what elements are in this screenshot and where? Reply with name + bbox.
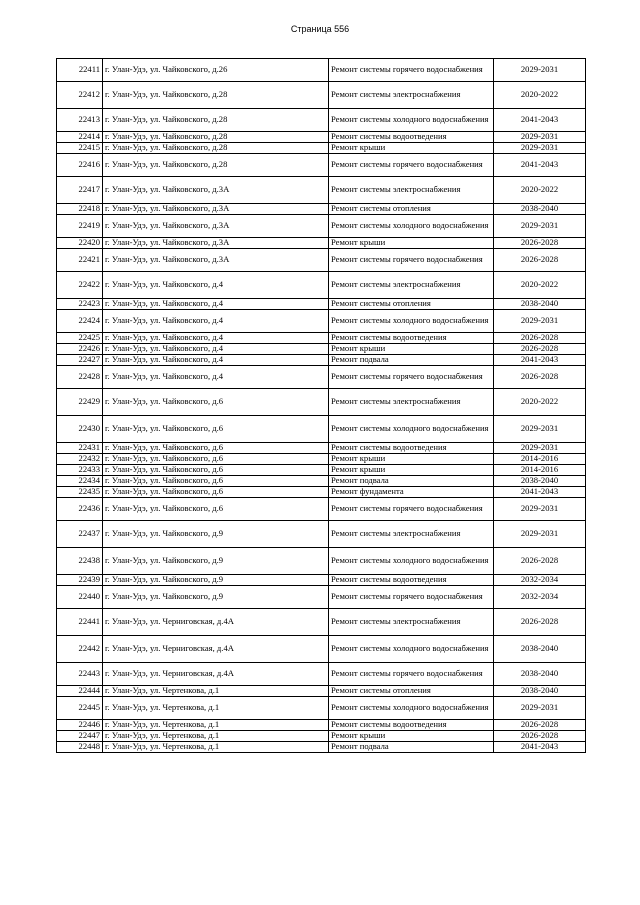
address-cell: г. Улан-Удэ, ул. Чайковского, д.6 [103, 476, 329, 487]
address-cell: г. Улан-Удэ, ул. Чайковского, д.6 [103, 389, 329, 416]
work-type-cell: Ремонт системы отопления [329, 299, 494, 310]
address-cell: г. Улан-Удэ, ул. Чайковского, д.28 [103, 132, 329, 143]
work-type-cell: Ремонт подвала [329, 355, 494, 366]
row-number-cell: 22448 [57, 742, 103, 753]
table-row [57, 272, 586, 299]
address-cell: г. Улан-Удэ, ул. Чайковского, д.4 [103, 272, 329, 299]
row-number-cell: 22447 [57, 731, 103, 742]
table-row [57, 663, 586, 686]
period-cell: 2029-2031 [494, 132, 586, 143]
work-type-cell: Ремонт системы холодного водоснабжения [329, 636, 494, 663]
work-type-cell: Ремонт подвала [329, 476, 494, 487]
work-type-cell: Ремонт системы горячего водоснабжения [329, 586, 494, 609]
period-cell: 2038-2040 [494, 299, 586, 310]
row-number-cell: 22443 [57, 663, 103, 686]
period-cell: 2026-2028 [494, 249, 586, 272]
address-cell: г. Улан-Удэ, ул. Чайковского, д.28 [103, 143, 329, 154]
period-cell: 2041-2043 [494, 109, 586, 132]
table-row [57, 636, 586, 663]
period-cell: 2032-2034 [494, 575, 586, 586]
period-cell: 2026-2028 [494, 720, 586, 731]
work-type-cell: Ремонт системы водоотведения [329, 575, 494, 586]
table-row [57, 416, 586, 443]
work-type-cell: Ремонт системы горячего водоснабжения [329, 366, 494, 389]
period-cell: 2026-2028 [494, 731, 586, 742]
work-type-cell: Ремонт системы отопления [329, 686, 494, 697]
period-cell: 2038-2040 [494, 636, 586, 663]
row-number-cell: 22435 [57, 487, 103, 498]
address-cell: г. Улан-Удэ, ул. Чайковского, д.6 [103, 454, 329, 465]
work-type-cell: Ремонт системы электроснабжения [329, 177, 494, 204]
page-number-header: Страница 556 [290, 24, 350, 34]
address-cell: г. Улан-Удэ, ул. Чайковского, д.6 [103, 465, 329, 476]
table-row [57, 742, 586, 753]
address-cell: г. Улан-Удэ, ул. Чайковского, д.6 [103, 487, 329, 498]
period-cell: 2026-2028 [494, 548, 586, 575]
work-type-cell: Ремонт крыши [329, 344, 494, 355]
period-cell: 2026-2028 [494, 333, 586, 344]
row-number-cell: 22439 [57, 575, 103, 586]
address-cell: г. Улан-Удэ, ул. Чайковского, д.9 [103, 575, 329, 586]
row-number-cell: 22429 [57, 389, 103, 416]
period-cell: 2041-2043 [494, 742, 586, 753]
period-cell: 2026-2028 [494, 238, 586, 249]
row-number-cell: 22426 [57, 344, 103, 355]
period-cell: 2041-2043 [494, 487, 586, 498]
period-cell: 2029-2031 [494, 310, 586, 333]
row-number-cell: 22423 [57, 299, 103, 310]
address-cell: г. Улан-Удэ, ул. Чертенкова, д.1 [103, 742, 329, 753]
work-type-cell: Ремонт системы холодного водоснабжения [329, 215, 494, 238]
row-number-cell: 22420 [57, 238, 103, 249]
work-type-cell: Ремонт фундамента [329, 487, 494, 498]
row-number-cell: 22412 [57, 82, 103, 109]
period-cell: 2026-2028 [494, 344, 586, 355]
period-cell: 2029-2031 [494, 143, 586, 154]
table-row [57, 389, 586, 416]
address-cell: г. Улан-Удэ, ул. Чертенкова, д.1 [103, 720, 329, 731]
address-cell: г. Улан-Удэ, ул. Черниговская, д.4А [103, 663, 329, 686]
table-row [57, 333, 586, 344]
period-cell: 2029-2031 [494, 521, 586, 548]
row-number-cell: 22425 [57, 333, 103, 344]
period-cell: 2041-2043 [494, 154, 586, 177]
address-cell: г. Улан-Удэ, ул. Чертенкова, д.1 [103, 731, 329, 742]
period-cell: 2026-2028 [494, 609, 586, 636]
work-type-cell: Ремонт системы холодного водоснабжения [329, 697, 494, 720]
row-number-cell: 22413 [57, 109, 103, 132]
address-cell: г. Улан-Удэ, ул. Чайковского, д.4 [103, 310, 329, 333]
period-cell: 2026-2028 [494, 366, 586, 389]
row-number-cell: 22432 [57, 454, 103, 465]
table-row [57, 310, 586, 333]
period-cell: 2032-2034 [494, 586, 586, 609]
address-cell: г. Улан-Удэ, ул. Чайковского, д.28 [103, 109, 329, 132]
table-row [57, 521, 586, 548]
table-row [57, 686, 586, 697]
address-cell: г. Улан-Удэ, ул. Чайковского, д.28 [103, 82, 329, 109]
work-type-cell: Ремонт крыши [329, 731, 494, 742]
address-cell: г. Улан-Удэ, ул. Чайковского, д.3А [103, 238, 329, 249]
row-number-cell: 22419 [57, 215, 103, 238]
work-type-cell: Ремонт системы водоотведения [329, 443, 494, 454]
row-number-cell: 22424 [57, 310, 103, 333]
row-number-cell: 22434 [57, 476, 103, 487]
period-cell: 2020-2022 [494, 272, 586, 299]
table-row [57, 238, 586, 249]
table-row [57, 366, 586, 389]
work-type-cell: Ремонт системы водоотведения [329, 720, 494, 731]
table-row [57, 299, 586, 310]
period-cell: 2014-2016 [494, 465, 586, 476]
period-cell: 2020-2022 [494, 389, 586, 416]
address-cell: г. Улан-Удэ, ул. Чайковского, д.3А [103, 249, 329, 272]
row-number-cell: 22441 [57, 609, 103, 636]
period-cell: 2020-2022 [494, 82, 586, 109]
work-type-cell: Ремонт системы отопления [329, 204, 494, 215]
work-type-cell: Ремонт системы водоотведения [329, 132, 494, 143]
table-row [57, 720, 586, 731]
work-type-cell: Ремонт системы электроснабжения [329, 272, 494, 299]
address-cell: г. Улан-Удэ, ул. Чайковского, д.6 [103, 498, 329, 521]
table-row [57, 177, 586, 204]
address-cell: г. Улан-Удэ, ул. Чайковского, д.4 [103, 344, 329, 355]
table-row [57, 132, 586, 143]
table-row [57, 82, 586, 109]
address-cell: г. Улан-Удэ, ул. Чайковского, д.9 [103, 586, 329, 609]
table-row [57, 548, 586, 575]
address-cell: г. Улан-Удэ, ул. Чайковского, д.4 [103, 333, 329, 344]
address-cell: г. Улан-Удэ, ул. Чайковского, д.28 [103, 154, 329, 177]
table-row [57, 731, 586, 742]
work-type-cell: Ремонт крыши [329, 465, 494, 476]
row-number-cell: 22431 [57, 443, 103, 454]
address-cell: г. Улан-Удэ, ул. Чайковского, д.26 [103, 59, 329, 82]
table-row [57, 109, 586, 132]
row-number-cell: 22440 [57, 586, 103, 609]
period-cell: 2029-2031 [494, 416, 586, 443]
address-cell: г. Улан-Удэ, ул. Черниговская, д.4А [103, 636, 329, 663]
table-row [57, 697, 586, 720]
work-type-cell: Ремонт системы электроснабжения [329, 609, 494, 636]
work-type-cell: Ремонт системы горячего водоснабжения [329, 663, 494, 686]
period-cell: 2029-2031 [494, 498, 586, 521]
table-row [57, 487, 586, 498]
table-row [57, 575, 586, 586]
table-row [57, 586, 586, 609]
address-cell: г. Улан-Удэ, ул. Чайковского, д.3А [103, 204, 329, 215]
row-number-cell: 22445 [57, 697, 103, 720]
row-number-cell: 22437 [57, 521, 103, 548]
period-cell: 2038-2040 [494, 663, 586, 686]
table-row [57, 454, 586, 465]
address-cell: г. Улан-Удэ, ул. Чайковского, д.9 [103, 521, 329, 548]
work-type-cell: Ремонт подвала [329, 742, 494, 753]
row-number-cell: 22415 [57, 143, 103, 154]
table-row [57, 204, 586, 215]
address-cell: г. Улан-Удэ, ул. Чайковского, д.6 [103, 416, 329, 443]
table-row [57, 215, 586, 238]
row-number-cell: 22417 [57, 177, 103, 204]
period-cell: 2029-2031 [494, 59, 586, 82]
table-body [57, 59, 586, 753]
address-cell: г. Улан-Удэ, ул. Чайковского, д.3А [103, 215, 329, 238]
address-cell: г. Улан-Удэ, ул. Чайковского, д.9 [103, 548, 329, 575]
work-type-cell: Ремонт системы холодного водоснабжения [329, 109, 494, 132]
table-row [57, 476, 586, 487]
period-cell: 2029-2031 [494, 697, 586, 720]
work-type-cell: Ремонт системы горячего водоснабжения [329, 249, 494, 272]
work-type-cell: Ремонт системы горячего водоснабжения [329, 154, 494, 177]
table-row [57, 498, 586, 521]
work-type-cell: Ремонт крыши [329, 238, 494, 249]
work-type-cell: Ремонт системы электроснабжения [329, 82, 494, 109]
table-row [57, 465, 586, 476]
table-row [57, 143, 586, 154]
table-row [57, 249, 586, 272]
address-cell: г. Улан-Удэ, ул. Чертенкова, д.1 [103, 686, 329, 697]
table-row [57, 443, 586, 454]
row-number-cell: 22421 [57, 249, 103, 272]
row-number-cell: 22442 [57, 636, 103, 663]
table-row [57, 154, 586, 177]
work-type-cell: Ремонт системы холодного водоснабжения [329, 548, 494, 575]
work-type-cell: Ремонт системы электроснабжения [329, 389, 494, 416]
row-number-cell: 22418 [57, 204, 103, 215]
period-cell: 2038-2040 [494, 686, 586, 697]
row-number-cell: 22416 [57, 154, 103, 177]
table-row [57, 344, 586, 355]
row-number-cell: 22422 [57, 272, 103, 299]
work-type-cell: Ремонт крыши [329, 454, 494, 465]
row-number-cell: 22411 [57, 59, 103, 82]
work-type-cell: Ремонт системы горячего водоснабжения [329, 59, 494, 82]
address-cell: г. Улан-Удэ, ул. Чертенкова, д.1 [103, 697, 329, 720]
row-number-cell: 22444 [57, 686, 103, 697]
work-type-cell: Ремонт системы электроснабжения [329, 521, 494, 548]
period-cell: 2038-2040 [494, 476, 586, 487]
row-number-cell: 22438 [57, 548, 103, 575]
row-number-cell: 22428 [57, 366, 103, 389]
work-type-cell: Ремонт крыши [329, 143, 494, 154]
work-type-cell: Ремонт системы холодного водоснабжения [329, 416, 494, 443]
address-cell: г. Улан-Удэ, ул. Чайковского, д.4 [103, 299, 329, 310]
address-cell: г. Улан-Удэ, ул. Чайковского, д.4 [103, 355, 329, 366]
address-cell: г. Улан-Удэ, ул. Чайковского, д.4 [103, 366, 329, 389]
period-cell: 2041-2043 [494, 355, 586, 366]
row-number-cell: 22427 [57, 355, 103, 366]
address-cell: г. Улан-Удэ, ул. Чайковского, д.6 [103, 443, 329, 454]
work-type-cell: Ремонт системы холодного водоснабжения [329, 310, 494, 333]
row-number-cell: 22446 [57, 720, 103, 731]
repair-schedule-table [56, 58, 586, 753]
work-type-cell: Ремонт системы водоотведения [329, 333, 494, 344]
table-row [57, 609, 586, 636]
row-number-cell: 22414 [57, 132, 103, 143]
row-number-cell: 22433 [57, 465, 103, 476]
period-cell: 2029-2031 [494, 443, 586, 454]
row-number-cell: 22436 [57, 498, 103, 521]
period-cell: 2038-2040 [494, 204, 586, 215]
period-cell: 2014-2016 [494, 454, 586, 465]
period-cell: 2020-2022 [494, 177, 586, 204]
work-type-cell: Ремонт системы горячего водоснабжения [329, 498, 494, 521]
table-row [57, 59, 586, 82]
address-cell: г. Улан-Удэ, ул. Черниговская, д.4А [103, 609, 329, 636]
table-row [57, 355, 586, 366]
address-cell: г. Улан-Удэ, ул. Чайковского, д.3А [103, 177, 329, 204]
row-number-cell: 22430 [57, 416, 103, 443]
period-cell: 2029-2031 [494, 215, 586, 238]
